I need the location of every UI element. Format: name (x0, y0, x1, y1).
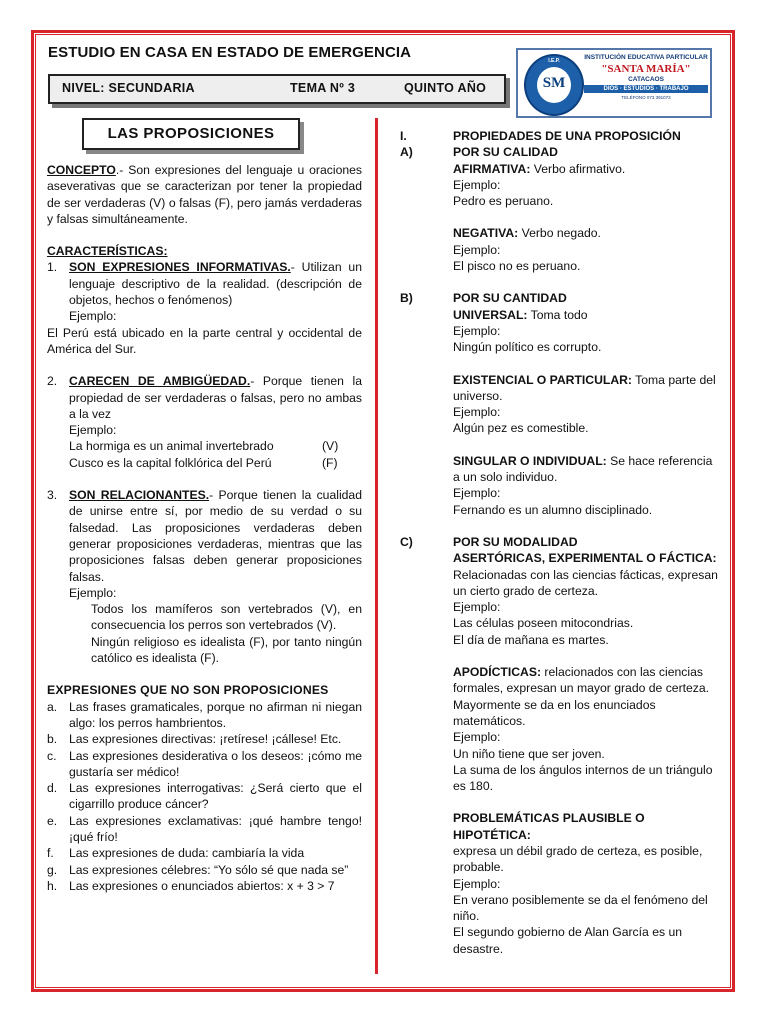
characteristic-3-example-2: Ningún religioso es idealista (F), por tanto ningún católico es idealista (F). (91, 634, 362, 666)
concepto-label: CONCEPTO (47, 163, 116, 177)
example-label: Ejemplo: (69, 309, 117, 324)
topic-number: TEMA Nº 3 (290, 81, 356, 95)
section-b-heading: B) POR SU CANTIDAD (400, 291, 567, 306)
school-phone: TELÉFONO 073 391073 (621, 95, 671, 100)
non-proposition-item: c. Las expresiones desiderativa o los deseos: ¡cómo me gustaría ser médico! (47, 748, 362, 779)
caracteristicas-heading: CARACTERÍSTICAS: (47, 244, 168, 259)
non-propositions-list (47, 699, 362, 895)
example-row: Cusco es la capital folklórica del Perú (F) (69, 455, 338, 470)
non-proposition-item: d. Las expresiones interrogativas: ¿Será cierto que el cigarrillo produce cáncer? (47, 781, 362, 812)
left-column (47, 162, 362, 894)
characteristic-1-label: SON EXPRESIONES INFORMATIVAS. (69, 260, 291, 275)
characteristic-2: 2. CARECEN DE AMBIGÜEDAD.- Porque tienen la propiedad de ser verdaderas o falsas, pero no ambas a la vez Ejemplo: La hormiga es un animal invertebrado (V) Cusco es la capital folklórica del Perú (F) (47, 374, 362, 470)
characteristic-1-example: El Perú está ubicado en la parte central y occidental de América del Sur. (47, 325, 362, 356)
right-column (396, 128, 718, 957)
properties-heading: I. PROPIEDADES DE UNA PROPOSICIÓN (400, 129, 681, 143)
document-title: ESTUDIO EN CASA EN ESTADO DE EMERGENCIA (48, 44, 412, 61)
section-a-heading: A) POR SU CALIDAD (400, 145, 558, 160)
section-c-heading: C) POR SU MODALIDAD (400, 534, 578, 549)
non-proposition-item: b. Las expresiones directivas: ¡retírese! ¡cállese! Etc. (47, 732, 342, 747)
school-motto: DIOS · ESTUDIOS · TRABAJO (584, 85, 708, 93)
characteristic-1: 1. SON EXPRESIONES INFORMATIVAS.- Utilizan un lenguaje descriptivo de la realidad. (descripción de objetos, hechos o fenómenos) Ejemplo: El Perú está ubicado en la parte central y occidental de América del Sur. (47, 260, 362, 356)
school-name: "SANTA MARÍA" (601, 63, 691, 75)
section-c-body: ASERTÓRICAS, EXPERIMENTAL O FÁCTICA: Relacionadas con las ciencias fácticas, expresan un cierto grado de certeza. Ejemplo: Las células poseen mitocondrias. El día de mañana es martes. APODÍCTICAS: relacionados con las ciencias formales, expresan un mayor grado de certeza. Mayormente se da en los enunciados matemáticos. Ejemplo: Un niño tiene que ser joven. La suma de los ángulos internos de un triángulo es 180. PROBLEMÁTICAS PLAUSIBLE O HIPOTÉTICA: expresa un débil grado de certeza, es posible, probable. Ejemplo: En verano posiblemente se da el fenómeno del niño. El segundo gobierno de Alan García es un desastre. (453, 551, 718, 956)
seal-caption: I.E.P. (548, 58, 560, 64)
non-proposition-item: g. Las expresiones célebres: “Yo sólo sé que nada se” (47, 862, 349, 877)
seal-monogram: SM (542, 75, 566, 91)
topic-title-box: LAS PROPOSICIONES (82, 118, 300, 150)
characteristic-2-label: CARECEN DE AMBIGÜEDAD. (69, 374, 251, 389)
school-text (584, 54, 708, 100)
level-bar (48, 74, 506, 104)
characteristic-3-label: SON RELACIONANTES. (69, 488, 210, 503)
school-type: INSTITUCIÓN EDUCATIVA PARTICULAR (584, 54, 708, 61)
section-a-body: AFIRMATIVA: Verbo afirmativo. Ejemplo: Pedro es peruano. NEGATIVA: Verbo negado. Ejemplo: El pisco no es peruano. (453, 161, 626, 274)
example-row: La hormiga es un animal invertebrado (V) (69, 439, 339, 454)
non-propositions-heading: EXPRESIONES QUE NO SON PROPOSICIONES (47, 683, 329, 698)
characteristic-3-example-1: Todos los mamíferos son vertebrados (V), en consecuencia los perros son vertebrados (V). (91, 602, 362, 633)
school-city: CATACAOS (628, 76, 664, 83)
non-proposition-item: e. Las expresiones exclamativas: ¡qué hambre tengo! ¡qué frío! (47, 813, 362, 844)
section-b-body: UNIVERSAL: Toma todo Ejemplo: Ningún político es corrupto. EXISTENCIAL O PARTICULAR: Toma parte del universo. Ejemplo: Algún pez es comestible. SINGULAR O INDIVIDUAL: Se hace referencia a un solo individuo. Ejemplo: Fernando es un alumno disciplinado. (453, 307, 716, 517)
school-seal-icon (524, 54, 584, 116)
column-divider (375, 118, 378, 974)
characteristic-3: 3. SON RELACIONANTES.- Porque tienen la cualidad de unirse entre sí, por medio de su verdad o su falsedad. Las proposiciones verdaderas deben generar proposiciones verdaderas, mientras que las proposiciones falsas deben generar proposiciones falsas. Ejemplo: Todos los mamíferos son vertebrados (V), en consecuencia los perros son vertebrados (V). Ningún religioso es idealista (F), por tanto ningún católico es idealista (F). (47, 488, 362, 666)
concepto-paragraph (47, 162, 362, 227)
example-label: Ejemplo: (69, 585, 117, 600)
school-logo-banner (516, 48, 712, 118)
grade-label: QUINTO AÑO (404, 81, 487, 95)
level-label: NIVEL: SECUNDARIA (62, 81, 195, 95)
non-proposition-item: h. Las expresiones o enunciados abiertos: x + 3 > 7 (47, 878, 335, 893)
non-proposition-item: f. Las expresiones de duda: cambiaría la vida (47, 846, 305, 861)
non-proposition-item: a. Las frases gramaticales, porque no afirman ni niegan algo: los perros hambrientos. (47, 699, 362, 730)
concepto-text: .- Son expresiones del lenguaje u oraciones aseverativas que se caracterizan por tener la propiedad de ser verdaderas (V) o falsas (F), pero jamás verdaderas y falsas simultáneamente. (47, 163, 362, 226)
example-label: Ejemplo: (69, 423, 117, 438)
